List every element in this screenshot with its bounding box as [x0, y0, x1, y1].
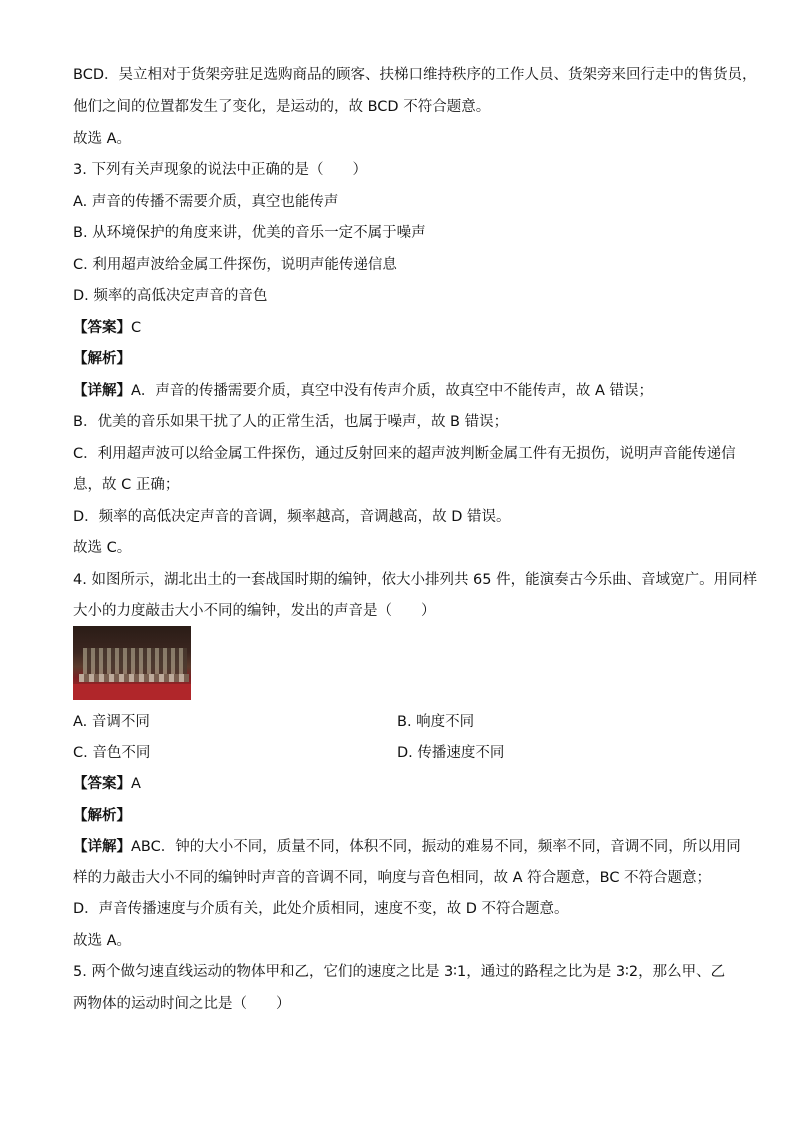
answer-value: A [131, 776, 141, 792]
question-4-stem-cont: 大小的力度敲击大小不同的编钟，发出的声音是（ ） [73, 603, 436, 619]
text-line: BCD．吴立相对于货架旁驻足选购商品的顾客、扶梯口维持秩序的工作人员、货架旁来回行走中的售货员， [73, 67, 757, 83]
q3-selection: 故选 C。 [73, 540, 132, 556]
q4-analysis-tag: 【解析】 [73, 808, 131, 824]
q4-option-a: A. 音调不同 [73, 714, 150, 730]
text-line: 故选 A。 [73, 131, 132, 147]
q3-detail-5: D．频率的高低决定声音的音调，频率越高，音调越高，故 D 错误。 [73, 509, 511, 525]
q4-option-b: B. 响度不同 [397, 714, 475, 730]
q4-option-c: C. 音色不同 [73, 745, 151, 761]
answer-value: C [131, 320, 142, 336]
question-4-stem: 4. 如图所示，湖北出土的一套战国时期的编钟，依大小排列共 65 件，能演奏古今乐曲、音域宽广。用同样 [73, 572, 758, 588]
q3-detail-3: C．利用超声波可以给金属工件探伤，通过反射回来的超声波判断金属工件有无损伤，说明声音能传递信 [73, 446, 736, 462]
q4-detail-2: 样的力敲击大小不同的编钟时声音的音调不同，响度与音色相同，故 A 符合题意，BC 不符合题意； [73, 870, 712, 886]
q4-answer [73, 774, 141, 794]
q3-answer [73, 318, 141, 338]
answer-tag: 【答案】 [73, 776, 131, 792]
q4-option-d: D. 传播速度不同 [397, 745, 505, 761]
answer-tag: 【答案】 [73, 320, 131, 336]
q3-option-c: C. 利用超声波给金属工件探伤，说明声能传递信息 [73, 257, 397, 273]
q3-analysis-tag: 【解析】 [73, 351, 131, 367]
q4-selection: 故选 A。 [73, 933, 132, 949]
detail-tag: 【详解】 [73, 839, 131, 855]
question-5-stem-cont: 两物体的运动时间之比是（ ） [73, 996, 291, 1012]
question-5-stem: 5. 两个做匀速直线运动的物体甲和乙，它们的速度之比是 3∶1，通过的路程之比为是 3∶2，那么甲、乙 [73, 964, 726, 980]
text-line: 他们之间的位置都发生了变化，是运动的，故 BCD 不符合题意。 [73, 99, 491, 115]
detail-text: ABC．钟的大小不同，质量不同，体积不同，振动的难易不同，频率不同，音调不同，所以用同 [131, 839, 741, 855]
q3-option-d: D. 频率的高低决定声音的音色 [73, 288, 268, 304]
q3-detail-2: B．优美的音乐如果干扰了人的正常生活，也属于噪声，故 B 错误； [73, 414, 509, 430]
q3-option-a: A. 声音的传播不需要介质，真空也能传声 [73, 194, 339, 210]
q3-option-b: B. 从环境保护的角度来讲，优美的音乐一定不属于噪声 [73, 225, 426, 241]
q3-detail-1 [73, 381, 653, 401]
q3-detail-4: 息，故 C 正确； [73, 477, 180, 493]
question-3-stem: 3. 下列有关声现象的说法中正确的是（ ） [73, 162, 367, 178]
detail-tag: 【详解】 [73, 383, 131, 399]
chime-bells-photo [73, 626, 191, 700]
detail-text: A．声音的传播需要介质，真空中没有传声介质，故真空中不能传声，故 A 错误； [131, 383, 654, 399]
q4-detail-1 [73, 837, 741, 857]
q4-detail-3: D．声音传播速度与介质有关，此处介质相同，速度不变，故 D 不符合题意。 [73, 901, 569, 917]
